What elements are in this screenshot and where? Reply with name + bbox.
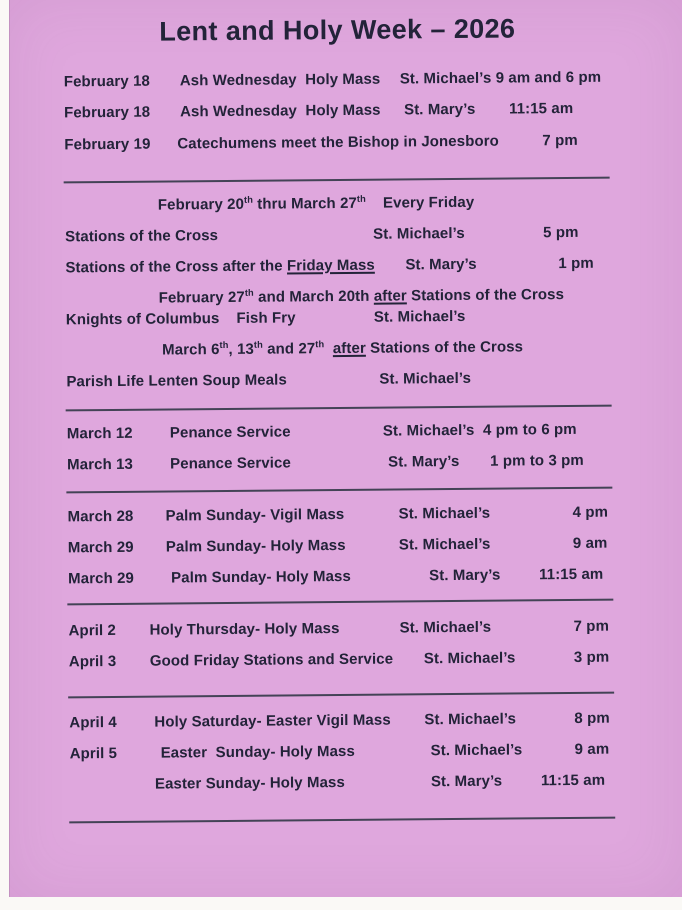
date-cell: February 18 bbox=[63, 103, 151, 122]
location-cell: St. Michael’s bbox=[399, 618, 492, 637]
event-cell: Palm Sunday- Vigil Mass bbox=[165, 505, 345, 525]
page-title: Lent and Holy Week – 2026 bbox=[159, 13, 516, 47]
time-cell: 3 pm bbox=[573, 648, 610, 666]
event-cell: Catechumens meet the Bishop in Jonesboro bbox=[177, 132, 499, 153]
date-cell: March 13 bbox=[67, 455, 134, 474]
date-cell: April 2 bbox=[68, 621, 117, 640]
date-cell: February 19 bbox=[64, 135, 151, 154]
date-cell: April 5 bbox=[69, 744, 118, 763]
event-cell: Penance Service bbox=[169, 423, 291, 442]
time-cell: 4 pm bbox=[572, 503, 609, 521]
event-cell: Palm Sunday- Holy Mass bbox=[165, 536, 346, 556]
section-divider bbox=[66, 405, 612, 412]
location-cell: St. Michael’s bbox=[424, 710, 517, 729]
time-cell: 7 pm bbox=[573, 617, 610, 635]
section-divider bbox=[64, 177, 610, 184]
event-cell: Easter Sunday- Holy Mass bbox=[154, 773, 345, 793]
location-cell: St. Michael’s bbox=[398, 504, 491, 523]
location-cell: St. Mary’s bbox=[429, 566, 501, 585]
event-cell: Knights of Columbus Fish Fry bbox=[65, 309, 296, 329]
time-cell: 9 am bbox=[574, 740, 610, 758]
date-cell: April 4 bbox=[69, 713, 117, 732]
location-cell: St. Mary’s bbox=[388, 452, 460, 471]
section-divider bbox=[67, 599, 613, 606]
section-divider bbox=[69, 817, 615, 824]
location-cell: St. Michael’s bbox=[430, 741, 523, 760]
section-divider bbox=[66, 487, 612, 494]
time-cell: 8 pm bbox=[574, 709, 610, 727]
subheading-cell: February 20th thru March 27th Every Friday bbox=[157, 193, 475, 214]
event-cell: Holy Thursday- Holy Mass bbox=[149, 620, 340, 639]
event-cell: Easter Sunday- Holy Mass bbox=[160, 742, 355, 762]
event-cell: Ash Wednesday Holy Mass bbox=[179, 70, 381, 90]
location-cell: St. Michael’s bbox=[379, 369, 472, 388]
location-time-cell: St. Michael’s 4 pm to 6 pm bbox=[382, 420, 577, 440]
location-cell: St. Michael’s bbox=[373, 224, 465, 243]
time-cell: 11:15 am bbox=[540, 771, 606, 790]
date-cell: March 12 bbox=[66, 424, 133, 443]
time-cell: 11:15 am bbox=[539, 565, 604, 584]
date-cell: February 18 bbox=[63, 72, 151, 91]
time-cell: 9 am bbox=[572, 534, 608, 552]
event-cell: Stations of the Cross after the Friday Mass bbox=[65, 256, 375, 277]
event-cell: Stations of the Cross bbox=[65, 227, 219, 246]
time-cell: 1 pm to 3 pm bbox=[490, 451, 584, 470]
date-cell: March 28 bbox=[67, 507, 134, 526]
date-cell: March 29 bbox=[68, 569, 135, 588]
event-cell: Holy Saturday- Easter Vigil Mass bbox=[154, 711, 391, 731]
event-cell: Good Friday Stations and Service bbox=[149, 650, 394, 670]
date-cell: March 29 bbox=[67, 538, 134, 557]
subheading-cell: February 27th and March 20th after Stations of the Cross bbox=[158, 286, 565, 307]
event-cell: Palm Sunday- Holy Mass bbox=[171, 567, 351, 587]
location-time-cell: St. Michael’s 9 am and 6 pm bbox=[399, 68, 602, 88]
location-cell: St. Mary’s bbox=[405, 255, 477, 274]
section-divider bbox=[68, 692, 614, 699]
time-cell: 5 pm bbox=[543, 223, 579, 242]
location-cell: St. Mary’s bbox=[430, 772, 503, 791]
time-cell: 1 pm bbox=[558, 254, 594, 273]
location-cell: St. Michael’s bbox=[398, 535, 491, 554]
event-cell: Penance Service bbox=[170, 454, 291, 473]
location-cell: St. Michael’s bbox=[423, 649, 516, 668]
location-cell: St. Michael’s bbox=[373, 307, 466, 326]
time-cell: 11:15 am bbox=[508, 99, 574, 118]
event-cell: Ash Wednesday Holy Mass bbox=[179, 101, 381, 121]
subheading-cell: March 6th, 13th and 27th after Stations of the Cross bbox=[162, 338, 524, 359]
date-cell: April 3 bbox=[68, 652, 117, 671]
location-cell: St. Mary’s bbox=[403, 100, 476, 119]
time-cell: 7 pm bbox=[542, 131, 578, 150]
event-cell: Parish Life Lenten Soup Meals bbox=[66, 371, 287, 391]
